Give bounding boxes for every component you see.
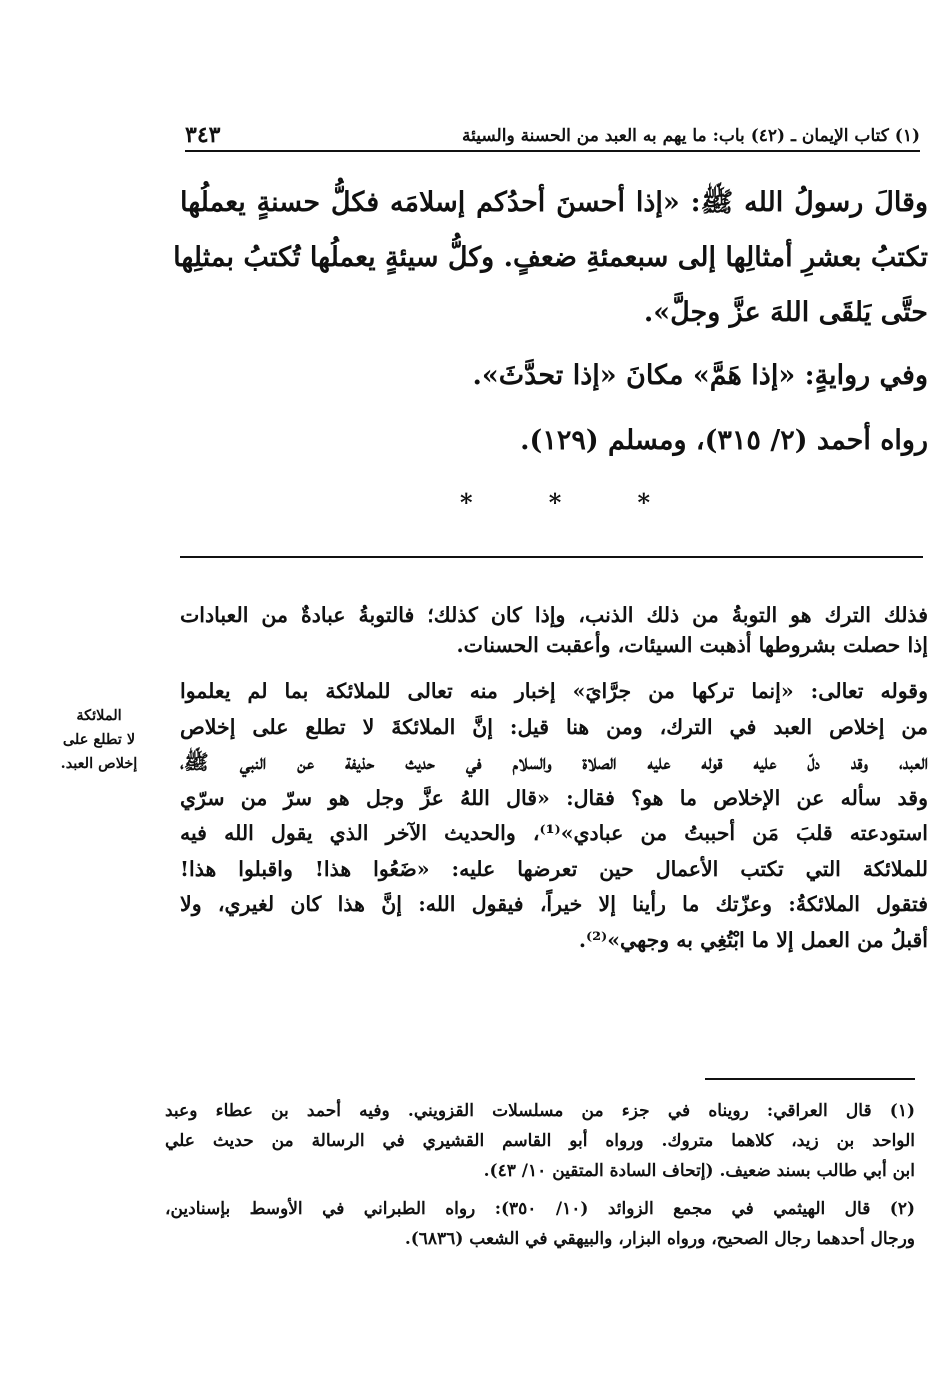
commentary-line: أقبلُ من العمل إلا ما ابْتُغِي به وجهي»⁽²⁾.: [578, 927, 928, 952]
margin-note-line: الملائكة: [76, 707, 122, 724]
section-divider: [180, 556, 923, 558]
commentary-line: العبد، وقد دلّ عليه قوله عليه الصلاة والسلام في حديث حذيفة عن النبي ﷺ،: [180, 750, 928, 774]
margin-note: [20, 704, 178, 776]
footnote-1: [165, 1096, 915, 1186]
commentary-paragraph: [180, 674, 928, 958]
commentary: [180, 600, 928, 958]
footnotes: [165, 1096, 915, 1254]
commentary-line: وقوله تعالى: «إنما تركها من جرَّايَ» إخبار منه تعالى للملائكة بما لم يعلموا: [180, 679, 928, 703]
hadith-line: وقالَ رسولُ الله ﷺ: «إذا أحسنَ أحدُكم إسلامَه فكلُّ حسنةٍ يعملُها: [180, 187, 928, 218]
commentary-line: وقد سأله عن الإخلاص ما هو؟ فقال: «قال اللهُ عزَّ وجل هو سرّ من سرّي: [180, 785, 928, 810]
hadith-line: تكتبُ بعشرِ أمثالِها إلى سبعمئةِ ضعفٍ. وكلُّ سيئةٍ يعملُها تُكتبُ بمثلِها: [173, 242, 928, 273]
header-title: (١) كتاب الإيمان ـ (٤٢) باب: ما يهم به العبد من الحسنة والسيئة: [462, 126, 920, 146]
star-ornament: *: [460, 488, 473, 517]
footnote-line: (١) قال العراقي: رويناه في جزء من مسلسلات القزويني. وفيه أحمد بن عطاء وعبد: [165, 1101, 915, 1121]
running-header: [185, 118, 920, 152]
hadith-source: رواه أحمد (٢/ ٣١٥)، ومسلم (١٢٩).: [520, 425, 928, 456]
commentary-line: للملائكة التي تكتب الأعمال حين تعرضها عليه: «ضَعُوا هذا! واقبلوا هذا!: [180, 856, 928, 881]
star-ornament: *: [637, 488, 650, 517]
commentary-line: استودعته قلبَ مَن أحببتُ من عبادي»⁽¹⁾، والحديث الآخر الذي يقول الله فيه: [180, 821, 928, 845]
footnote-divider: [705, 1078, 915, 1080]
commentary-line: من إخلاص العبد في الترك، ومن هنا قيل: إنَّ الملائكةَ لا تطلع على إخلاص: [180, 714, 928, 739]
footnote-line: الواحد بن زيد، كلاهما متروك. ورواه أبو القاسم القشيري في الرسالة من حديث علي: [165, 1131, 915, 1151]
page-number: ٣٤٣: [185, 122, 221, 148]
commentary-paragraph: [180, 600, 928, 660]
footnote-line: ورجال أحدهما رجال الصحيح، ورواه البزار، والبيهقي في الشعب (٦٨٣٦).: [404, 1229, 915, 1249]
margin-note-line: إخلاص العبد.: [60, 755, 138, 772]
hadith-line: حتَّى يَلقَى اللهَ عزَّ وجلَّ».: [643, 297, 928, 328]
footnote-line: (٢) قال الهيثمي في مجمع الزوائد (١٠/ ٣٥٠): رواه الطبراني في الأوسط بإسنادين،: [165, 1199, 915, 1219]
commentary-line: إذا حصلت بشروطها أذهبت السيئات، وأعقبت الحسنات.: [456, 633, 928, 657]
star-ornament: *: [548, 488, 562, 517]
footnote-line: ابن أبي طالب بسند ضعيف. (إتحاف السادة المتقين ١٠/ ٤٣).: [483, 1161, 915, 1181]
section-stars: [460, 488, 650, 517]
margin-note-line: لا تطلع على: [62, 731, 136, 748]
commentary-line: فتقول الملائكةُ: وعزّتك ما رأينا إلا خيراً، فيقول الله: إنَّ هذا كان لغيري، ولا: [180, 892, 928, 916]
commentary-line: فذلك الترك هو التوبةُ من ذلك الذنب، وإذا كان كذلك؛ فالتوبةُ عبادةٌ من العبادات: [180, 603, 928, 627]
hadith-text: [173, 175, 928, 468]
footnote-2: [165, 1194, 915, 1254]
hadith-riwaya: وفي روايةٍ: «إذا هَمَّ» مكانَ «إذا تحدَّثَ».: [472, 360, 928, 391]
